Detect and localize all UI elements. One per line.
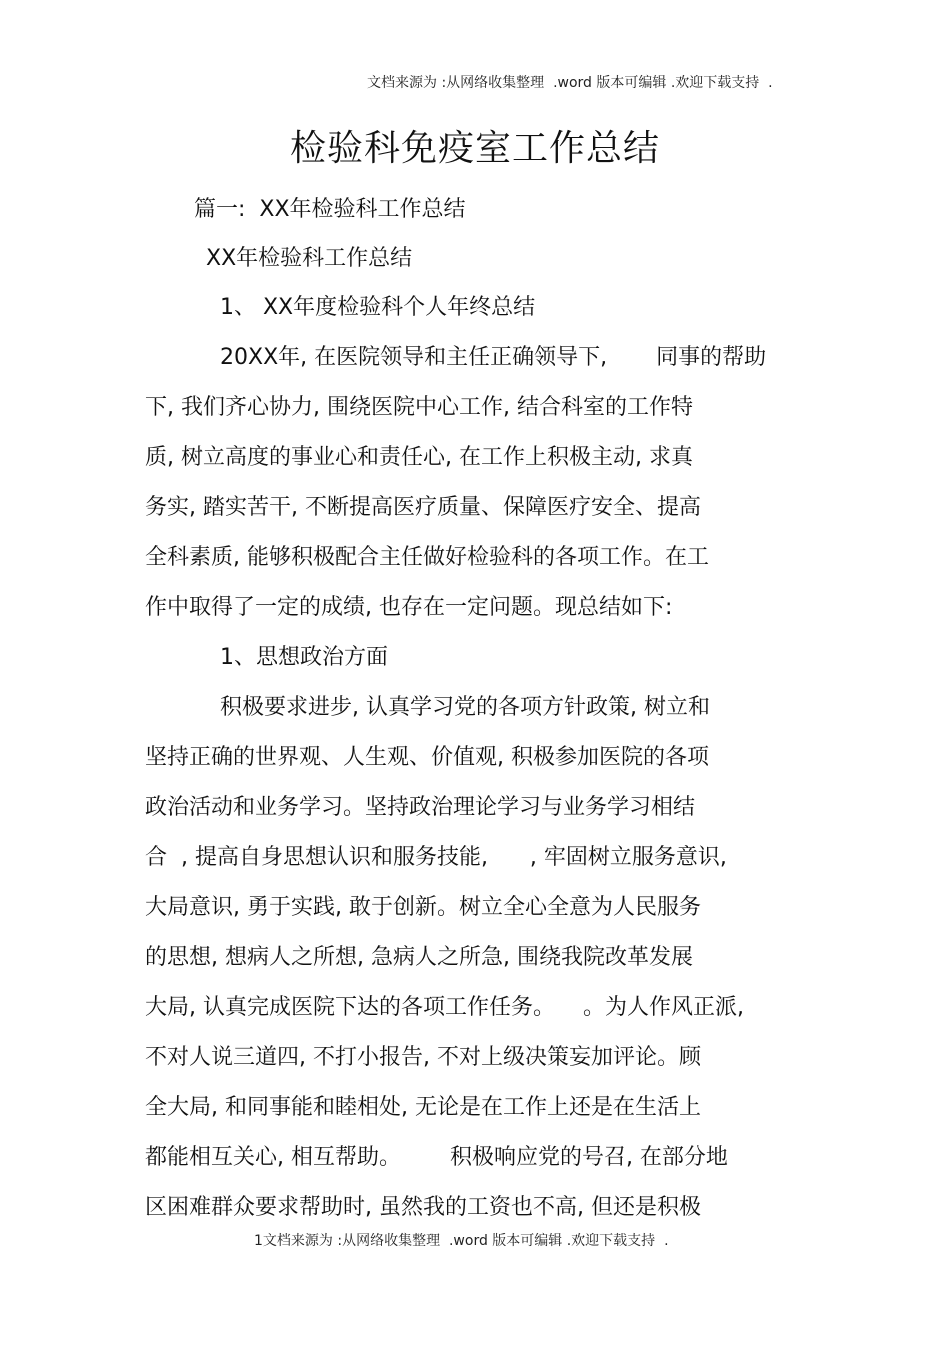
sub-title: XX年检验科工作总结 <box>206 246 413 271</box>
document-title: 检验科免疫室工作总结 <box>289 128 660 169</box>
paragraph-2-line: 区困难群众要求帮助时, 虽然我的工资也不高, 但还是积极 <box>145 1195 701 1220</box>
section-1-heading: 1、 XX年度检验科个人年终总结 <box>220 295 536 320</box>
paragraph-1-line: 务实, 踏实苦干, 不断提高医疗质量、保障医疗安全、提高 <box>145 495 701 520</box>
section-heading-politics: 1、思想政治方面 <box>220 645 388 670</box>
paragraph-1-line: 20XX年, 在医院领导和主任正确领导下, 同事的帮助 <box>220 345 767 370</box>
paragraph-1-line: 质, 树立高度的事业心和责任心, 在工作上积极主动, 求真 <box>145 445 693 470</box>
header-source-note: 文档来源为 :从网络收集整理 .word 版本可编辑 .欢迎下载支持 . <box>367 75 773 91</box>
paragraph-2-line: 大局意识, 勇于实践, 敢于创新。树立全心全意为人民服务 <box>145 895 701 920</box>
footer-source-note: 1文档来源为 :从网络收集整理 .word 版本可编辑 .欢迎下载支持 . <box>254 1233 669 1249</box>
paragraph-2-line: 的思想, 想病人之所想, 急病人之所急, 围绕我院改革发展 <box>145 945 693 970</box>
part-heading: 篇一: XX年检验科工作总结 <box>194 197 466 222</box>
paragraph-2-line: 坚持正确的世界观、人生观、价值观, 积极参加医院的各项 <box>145 745 709 770</box>
paragraph-2-line: 都能相互关心, 相互帮助。 积极响应党的号召, 在部分地 <box>145 1145 728 1170</box>
paragraph-2-line: 政治活动和业务学习。坚持政治理论学习与业务学习相结 <box>145 795 696 820</box>
paragraph-2-line: 全大局, 和同事能和睦相处, 无论是在工作上还是在生活上 <box>145 1095 701 1120</box>
paragraph-2-line: 积极要求进步, 认真学习党的各项方针政策, 树立和 <box>220 695 710 720</box>
paragraph-1-line: 作中取得了一定的成绩, 也存在一定问题。现总结如下: <box>145 595 673 620</box>
paragraph-2-line: 合 , 提高自身思想认识和服务技能, , 牢固树立服务意识, <box>145 845 727 870</box>
paragraph-1-line: 全科素质, 能够积极配合主任做好检验科的各项工作。在工 <box>145 545 709 570</box>
paragraph-2-line: 不对人说三道四, 不打小报告, 不对上级决策妄加评论。顾 <box>145 1045 701 1070</box>
paragraph-1-line: 下, 我们齐心协力, 围绕医院中心工作, 结合科室的工作特 <box>145 395 693 420</box>
paragraph-2-line: 大局, 认真完成医院下达的各项工作任务。 。为人作风正派, <box>145 995 744 1020</box>
